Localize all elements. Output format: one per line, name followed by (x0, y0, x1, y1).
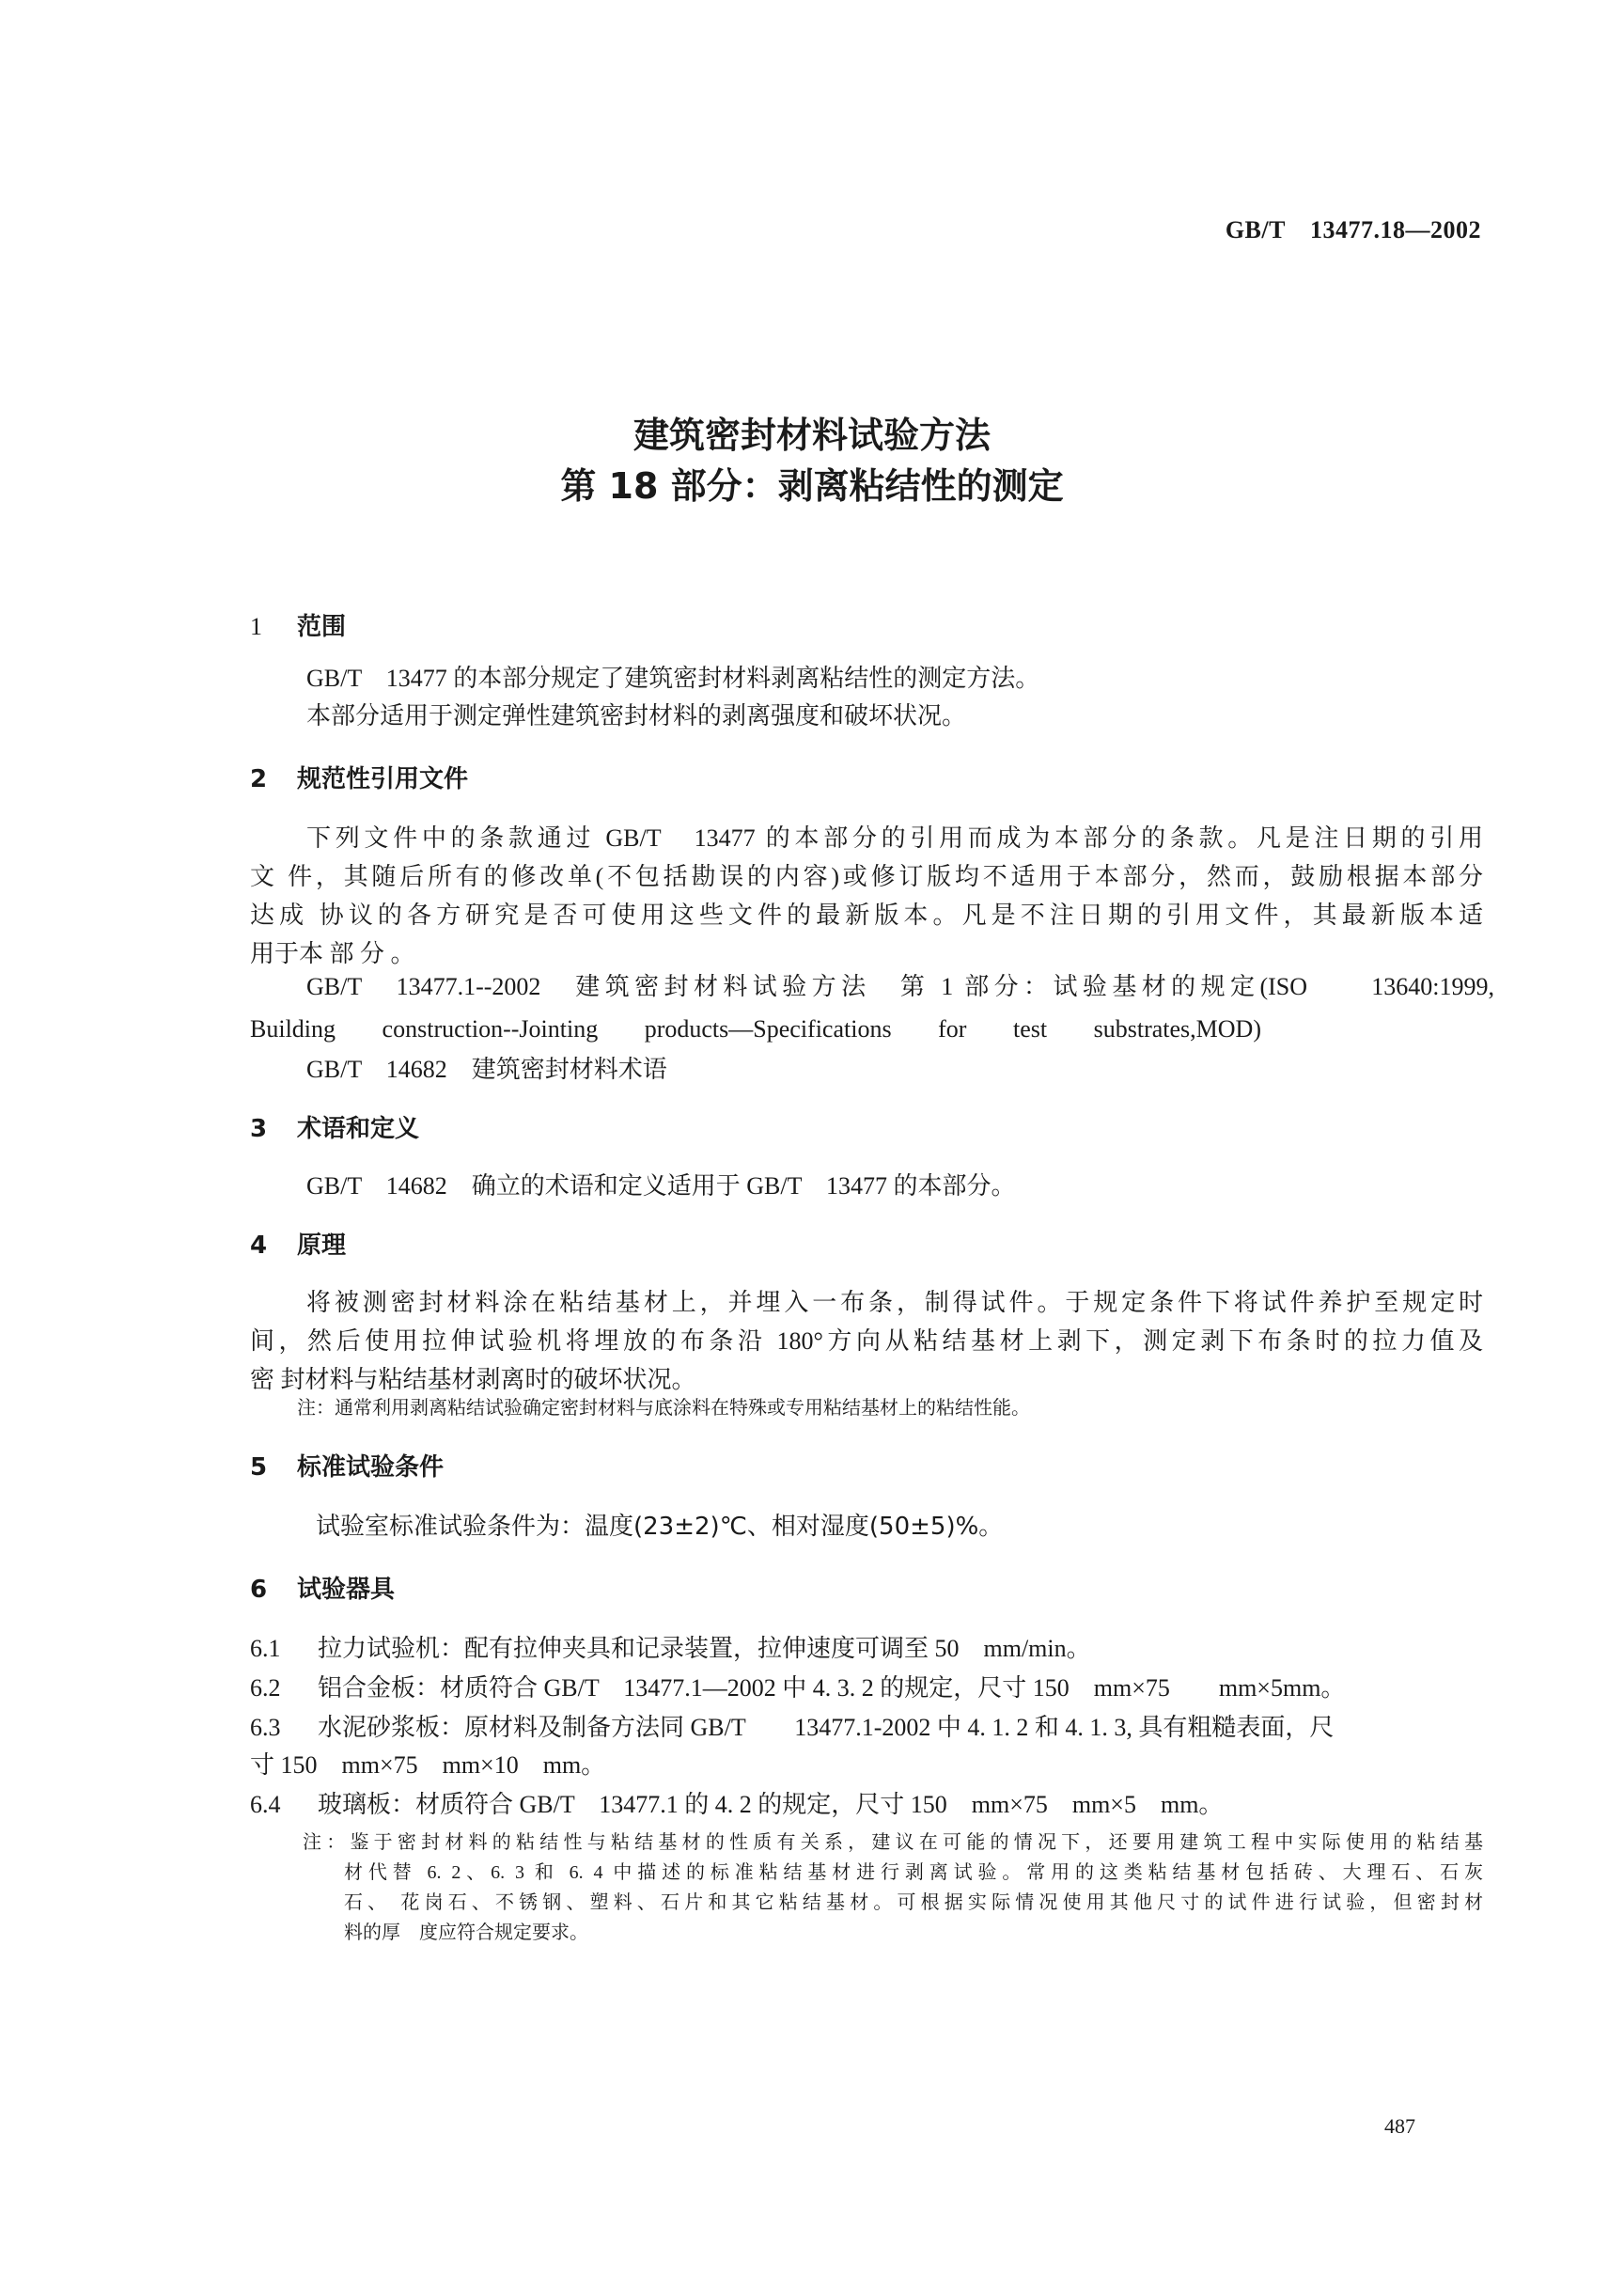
section-6-heading (250, 1570, 395, 1605)
section-number: 1 (250, 613, 262, 640)
section-title: 试验器具 (297, 1576, 396, 1604)
section-4-line-1: 将被测密封材料涂在粘结基材上，并埋入一布条，制得试件。于规定条件下将试件养护至规定时 (306, 1289, 1483, 1316)
item-text: 铝合金板：材质符合 GB/T 13477.1—2002 中 4. 3. 2 的规定，尺寸 150 mm×75 mm×5mm。 (318, 1674, 1346, 1702)
section-number: 4 (250, 1232, 268, 1260)
section-2-line-3: 达成 协议的各方研究是否可使用这些文件的最新版本。凡是不注日期的引用文件，其最新版本适 (250, 902, 1483, 929)
item-number: 6.2 (250, 1674, 281, 1702)
section-5-para-1: 试验室标准试验条件为：温度(23±2)℃、相对湿度(50±5)%。 (316, 1513, 1004, 1541)
section-4-heading (250, 1226, 346, 1261)
section-title: 标准试验条件 (297, 1453, 445, 1482)
section-2-line-4: 用于本 部 分 。 (250, 940, 415, 967)
section-6-note-line-4: 料的厚 度应符合规定要求。 (344, 1922, 588, 1943)
section-1-para-2: 本部分适用于测定弹性建筑密封材料的剥离强度和破坏状况。 (306, 702, 967, 730)
section-2-line-2: 文 件，其随后所有的修改单(不包括勘误的内容)或修订版均不适用于本部分，然而，鼓励根据本部分 (250, 863, 1483, 890)
section-5-heading (250, 1448, 444, 1483)
section-title: 规范性引用文件 (297, 765, 469, 793)
document-subtitle: 第 18 部分：剥离粘结性的测定 (560, 465, 1064, 507)
section-number: 5 (250, 1453, 268, 1482)
section-title: 范围 (297, 613, 347, 641)
section-2-heading (250, 760, 468, 794)
section-4-line-2: 间，然后使用拉伸试验机将埋放的布条沿 180°方向从粘结基材上剥下，测定剥下布条时的拉力值及 (250, 1327, 1483, 1355)
section-title: 术语和定义 (297, 1115, 420, 1143)
document-title: 建筑密封材料试验方法 (632, 415, 991, 456)
section-1-para-1: GB/T 13477 的本部分规定了建筑密封材料剥离粘结性的测定方法。 (306, 665, 1040, 692)
section-6-note-line-3: 石、 花岗石、不锈钢、塑料、石片和其它粘结基材。可根据实际情况使用其他尺寸的试件进行试验，但密封材 (344, 1892, 1483, 1913)
item-text: 水泥砂浆板：原材料及制备方法同 GB/T 13477.1-2002 中 4. 1. 2 和 4. 1. 3, 具有粗糙表面，尺 (318, 1714, 1335, 1741)
section-4-note: 注：通常利用剥离粘结试验确定密封材料与底涂料在特殊或专用粘结基材上的粘结性能。 (297, 1398, 1030, 1419)
section-2-line-1: 下列文件中的条款通过 GB/T 13477 的本部分的引用而成为本部分的条款。凡是注日期的引用 (306, 824, 1483, 852)
page-number: 487 (1384, 2114, 1415, 2138)
item-6-3-cont: 寸 150 mm×75 mm×10 mm。 (250, 1751, 606, 1779)
item-6-1 (250, 1630, 1091, 1668)
section-title: 原理 (297, 1232, 347, 1260)
item-6-3 (250, 1709, 1483, 1747)
item-number: 6.3 (250, 1714, 281, 1741)
section-6-note-line-1: 注：鉴于密封材料的粘结性与粘结基材的性质有关系，建议在可能的情况下，还要用建筑工程中实际使用的粘结基 (303, 1832, 1483, 1853)
reference-1-line-1: GB/T 13477.1--2002 建筑密封材料试验方法 第 1 部分：试验基材的规定(ISO 13640:1999, (306, 973, 1494, 1000)
item-6-2 (250, 1670, 1345, 1707)
section-number: 2 (250, 765, 268, 793)
item-number: 6.1 (250, 1635, 281, 1662)
section-4-line-3: 密 封材料与粘结基材剥离时的破坏状况。 (250, 1366, 696, 1393)
section-3-para-1: GB/T 14682 确立的术语和定义适用于 GB/T 13477 的本部分。 (306, 1172, 1016, 1200)
section-6-note-line-2: 材代替 6. 2、6. 3 和 6. 4 中描述的标准粘结基材进行剥离试验。常用的这类粘结基材包括砖、大理石、石灰 (344, 1862, 1483, 1883)
section-number: 3 (250, 1115, 268, 1143)
section-number: 6 (250, 1576, 268, 1604)
section-3-heading (250, 1109, 419, 1144)
item-6-4 (250, 1786, 1223, 1824)
section-1-heading (250, 607, 346, 642)
item-text: 玻璃板：材质符合 GB/T 13477.1 的 4. 2 的规定，尺寸 150 mm×75 mm×5 mm。 (318, 1791, 1224, 1818)
reference-2: GB/T 14682 建筑密封材料术语 (306, 1056, 667, 1083)
item-number: 6.4 (250, 1791, 281, 1818)
standard-number: GB/T 13477.18—2002 (1225, 216, 1481, 243)
item-text: 拉力试验机：配有拉伸夹具和记录装置，拉伸速度可调至 50 mm/min。 (318, 1635, 1091, 1662)
reference-1-line-2: Building construction--Jointing products—Specifications for test substrates,MOD) (250, 1015, 1261, 1043)
